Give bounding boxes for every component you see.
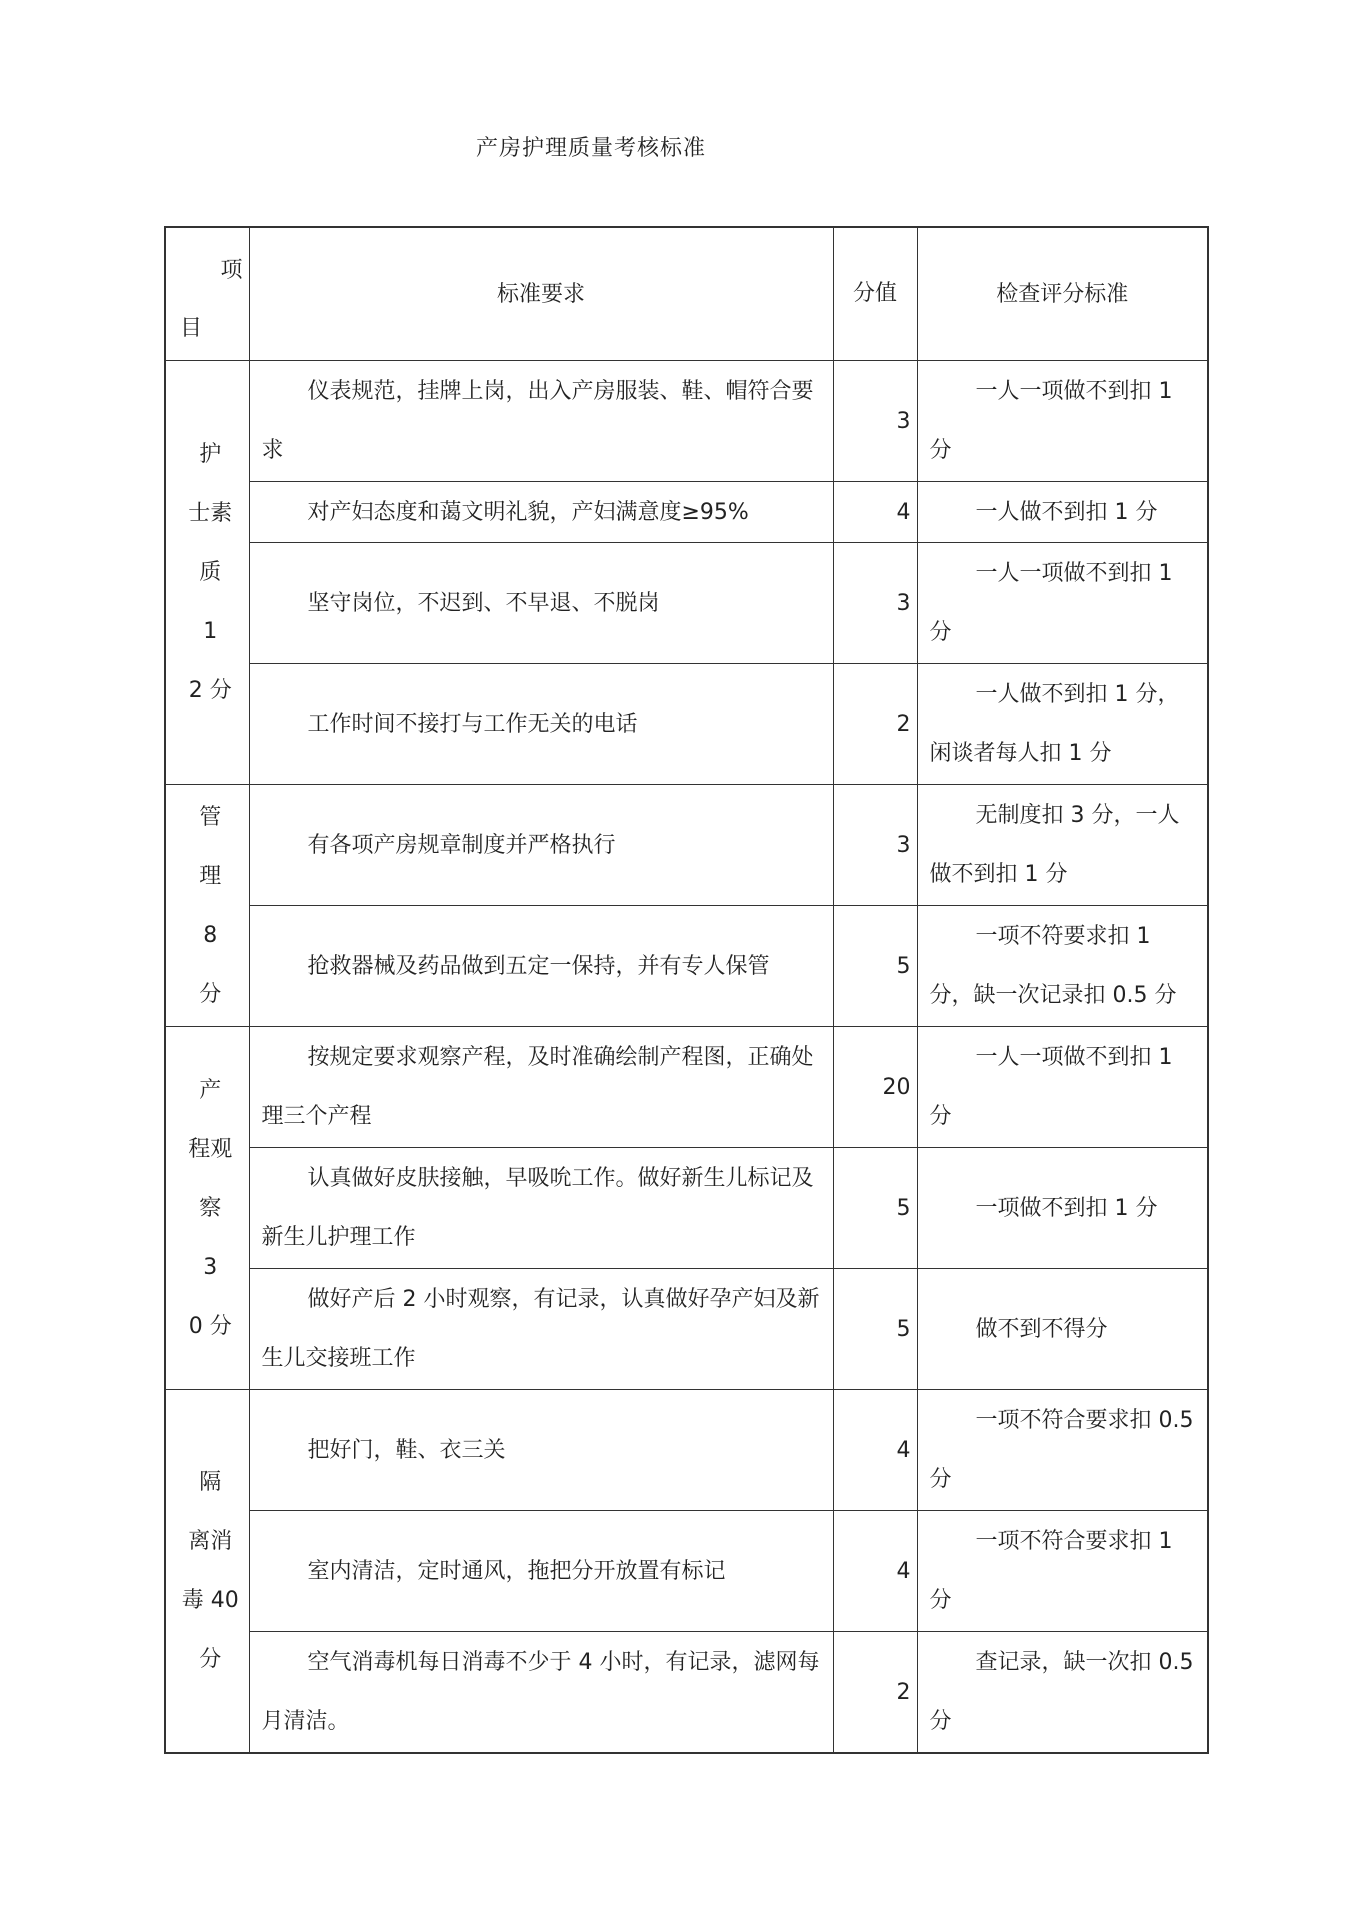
scoring-rule-cell: 一项做不到扣 1 分 xyxy=(917,1148,1208,1269)
section-category-cell xyxy=(165,1027,249,1390)
requirement-cell: 坚守岗位，不迟到、不早退、不脱岗 xyxy=(249,543,833,664)
header-rule: 检查评分标准 xyxy=(917,227,1208,361)
requirement-cell: 按规定要求观察产程，及时准确绘制产程图，正确处理三个产程 xyxy=(249,1027,833,1148)
score-cell: 5 xyxy=(833,906,917,1027)
requirement-cell: 认真做好皮肤接触，早吸吮工作。做好新生儿标记及新生儿护理工作 xyxy=(249,1148,833,1269)
score-cell: 2 xyxy=(833,1632,917,1754)
scoring-rule-cell: 一人做不到扣 1 分，闲谈者每人扣 1 分 xyxy=(917,664,1208,785)
header-category-line2: 目 xyxy=(180,316,203,341)
scoring-rule-cell: 一人做不到扣 1 分 xyxy=(917,482,1208,543)
scoring-rule-cell: 一人一项做不到扣 1 分 xyxy=(917,361,1208,482)
section-category-cell xyxy=(165,785,249,1027)
table-row xyxy=(165,482,1208,543)
table-row xyxy=(165,361,1208,482)
assessment-table xyxy=(164,226,1209,1754)
score-cell: 5 xyxy=(833,1269,917,1390)
header-requirement: 标准要求 xyxy=(249,227,833,361)
table-row xyxy=(165,664,1208,785)
requirement-cell: 对产妇态度和蔼文明礼貌，产妇满意度≥95% xyxy=(249,482,833,543)
table-row xyxy=(165,1390,1208,1511)
scoring-rule-cell: 一项不符要求扣 1 分，缺一次记录扣 0.5 分 xyxy=(917,906,1208,1027)
scoring-rule-cell: 一项不符合要求扣 1 分 xyxy=(917,1511,1208,1632)
requirement-cell: 室内清洁，定时通风，拖把分开放置有标记 xyxy=(249,1511,833,1632)
section-category-cell xyxy=(165,1390,249,1754)
score-cell: 4 xyxy=(833,482,917,543)
table-row xyxy=(165,1148,1208,1269)
table-row xyxy=(165,906,1208,1027)
requirement-cell: 把好门，鞋、衣三关 xyxy=(249,1390,833,1511)
section-category-label: 护 士素 质 1 2 分 xyxy=(188,442,233,703)
section-category-cell xyxy=(165,361,249,785)
document-title: 产房护理质量考核标准 xyxy=(476,136,707,161)
header-score: 分值 xyxy=(833,227,917,361)
score-cell: 3 xyxy=(833,543,917,664)
score-cell: 5 xyxy=(833,1148,917,1269)
table-row xyxy=(165,1632,1208,1754)
requirement-cell: 空气消毒机每日消毒不少于 4 小时，有记录，滤网每月清洁。 xyxy=(249,1632,833,1754)
score-cell: 20 xyxy=(833,1027,917,1148)
table-row xyxy=(165,785,1208,906)
requirement-cell: 工作时间不接打与工作无关的电话 xyxy=(249,664,833,785)
score-cell: 2 xyxy=(833,664,917,785)
table-row xyxy=(165,543,1208,664)
requirement-cell: 仪表规范，挂牌上岗，出入产房服装、鞋、帽符合要求 xyxy=(249,361,833,482)
table-header-row xyxy=(165,227,1208,361)
requirement-cell: 抢救器械及药品做到五定一保持，并有专人保管 xyxy=(249,906,833,1027)
section-category-label: 隔 离消 毒 40 分 xyxy=(181,1470,239,1672)
scoring-rule-cell: 查记录，缺一次扣 0.5 分 xyxy=(917,1632,1208,1754)
header-category xyxy=(165,227,249,361)
scoring-rule-cell: 一项不符合要求扣 0.5 分 xyxy=(917,1390,1208,1511)
score-cell: 3 xyxy=(833,785,917,906)
scoring-rule-cell: 一人一项做不到扣 1 分 xyxy=(917,1027,1208,1148)
header-category-line1: 项 xyxy=(220,258,243,283)
table-row xyxy=(165,1027,1208,1148)
table-row xyxy=(165,1511,1208,1632)
section-category-label: 产 程观 察 3 0 分 xyxy=(188,1077,233,1339)
score-cell: 3 xyxy=(833,361,917,482)
scoring-rule-cell: 一人一项做不到扣 1 分 xyxy=(917,543,1208,664)
scoring-rule-cell: 无制度扣 3 分，一人做不到扣 1 分 xyxy=(917,785,1208,906)
requirement-cell: 做好产后 2 小时观察，有记录，认真做好孕产妇及新生儿交接班工作 xyxy=(249,1269,833,1390)
scoring-rule-cell: 做不到不得分 xyxy=(917,1269,1208,1390)
table-row xyxy=(165,1269,1208,1390)
score-cell: 4 xyxy=(833,1511,917,1632)
section-category-label: 管 理 8 分 xyxy=(199,804,222,1007)
requirement-cell: 有各项产房规章制度并严格执行 xyxy=(249,785,833,906)
assessment-table-body xyxy=(165,227,1208,1753)
score-cell: 4 xyxy=(833,1390,917,1511)
